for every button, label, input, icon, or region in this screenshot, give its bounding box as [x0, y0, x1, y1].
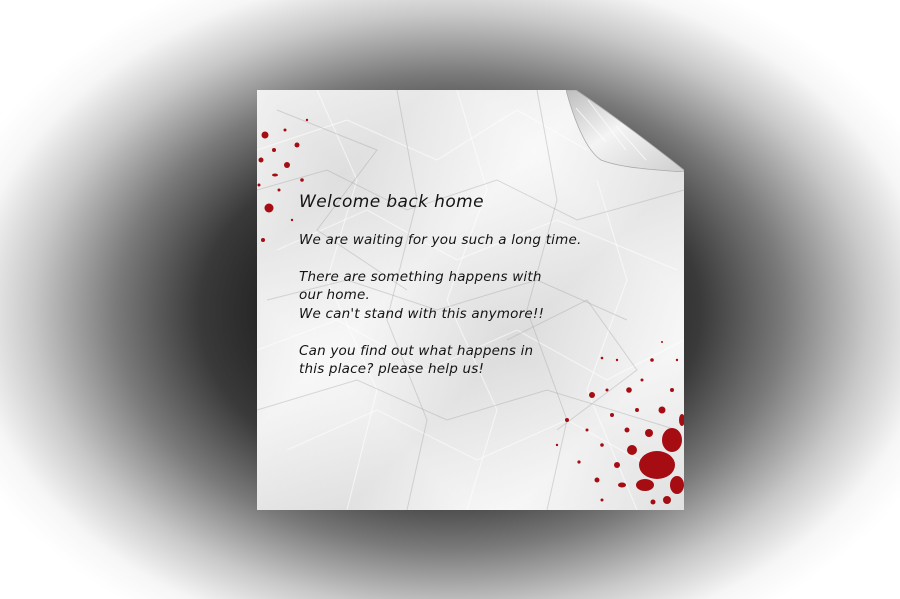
letter-paragraph	[299, 342, 629, 379]
letter-line: Can you find out what happens in	[299, 342, 534, 359]
letter-line: this place? please help us!	[299, 361, 485, 377]
page-curl-corner	[566, 90, 684, 172]
letter-line: We are waiting for you such a long time.	[299, 231, 582, 248]
letter-line: There are something happens with	[299, 268, 542, 285]
letter-line: We can't stand with this anymore!!	[299, 305, 545, 322]
letter-paragraph	[299, 231, 629, 250]
letter-line: our home.	[299, 287, 371, 303]
letter-text	[299, 193, 629, 397]
letter-title: Welcome back home	[299, 192, 484, 212]
letter-paragraph	[299, 268, 629, 324]
